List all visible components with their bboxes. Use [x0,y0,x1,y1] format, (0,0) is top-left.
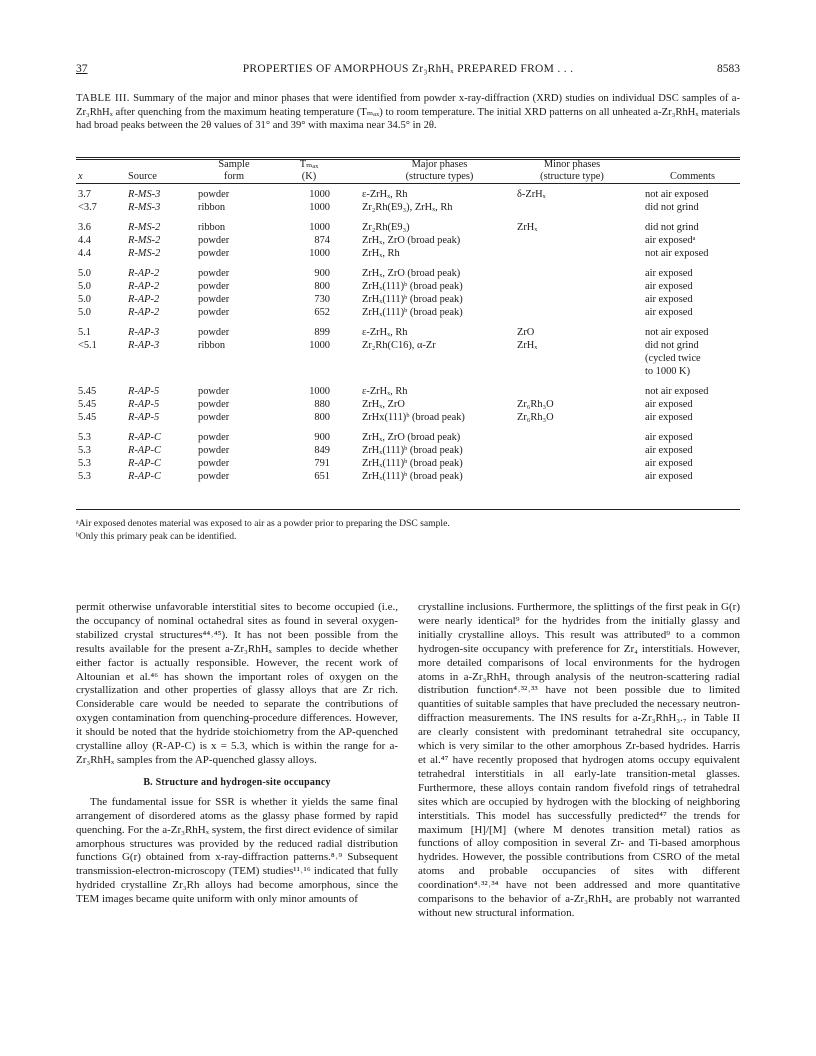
table-row [76,267,740,280]
cell-major: ZrHₓ(111)ᵇ (broad peak) [362,445,463,456]
cell-x: 5.45 [78,412,97,423]
header-major-top: Major phases [411,159,468,170]
cell-x: 4.4 [78,248,91,259]
cell-x: 5.45 [78,399,97,410]
cell-source: R-MS-2 [128,235,161,246]
cell-comments: to 1000 K) [645,366,691,377]
cell-minor: Zr₆Rh₃O [517,412,554,423]
table-header [76,159,740,184]
cell-source: R-AP-C [128,458,161,469]
cell-major: ZrHₓ, ZrO (broad peak) [362,432,461,443]
header-tmax-top: Tₘₐₓ [299,159,319,170]
cell-comments: (cycled twice [645,353,701,364]
cell-source: R-MS-2 [128,248,161,259]
header-x: x [78,171,83,182]
cell-x: 3.6 [78,222,91,233]
cell-minor: δ-ZrHₓ [517,189,546,200]
table-row [76,201,740,214]
cell-minor: ZrO [517,327,535,338]
header-tmax-bottom: (K) [301,171,317,182]
left-paragraph-1: permit otherwise unfavorable interstitial sites to become occupied (i.e., the occupancy of nominal octahedral sites as found in several oxygen-stabilized crystal structures⁴⁴˒⁴⁵). It has not been possible from the results available for the present a-Zr₃RhHₓ samples to decide whether either factor is actually responsible. However, the recent work of Altounian et al.⁴⁶ has shown the important roles of oxygen on the crystallization and other properties of glassy alloys that are Zr rich. Considerable care would be needed to separate the contributions of oxygen contamination from quenching-procedure differences. However, it should be noted that the hydride stoichiometry from the AP-quenched crystalline alloy (R-AP-C) is x = 5.3, which is within the range for a-Zr₃RhHₓ samples from the AP-quenched glassy alloys. [76,601,398,766]
cell-comments: air exposed [645,307,693,318]
cell-comments: air exposed [645,399,693,410]
cell-source: R-AP-C [128,432,161,443]
cell-source: R-AP-5 [128,412,160,423]
cell-form: powder [198,268,230,279]
cell-form: ribbon [198,202,226,213]
cell-major: ZrHₓ, ZrO [362,399,405,410]
cell-form: powder [198,281,230,292]
cell-minor: ZrHₓ [517,340,538,351]
table-row [76,293,740,306]
cell-minor [517,431,627,444]
footnote-b: ᵇOnly this primary peak can be identified. [76,531,237,542]
cell-minor [517,267,627,280]
cell-x: 5.3 [78,432,91,443]
table-row [76,411,740,424]
cell-form: powder [198,386,230,397]
cell-major [348,365,517,378]
cell-comments: air exposed [645,412,693,423]
cell-minor [517,457,627,470]
cell-comments: did not grind [645,222,699,233]
cell-form: powder [198,307,230,318]
group-spacer [76,424,740,431]
cell-x: <5.1 [78,340,97,351]
cell-major: ε-ZrHₓ, Rh [362,189,408,200]
cell-comments: air exposed [645,471,693,482]
page-header [76,63,740,79]
cell-source: R-AP-C [128,445,161,456]
phase-table [76,159,740,483]
cell-comments: air exposed [645,268,693,279]
table-body [76,184,740,484]
cell-comments: not air exposed [645,248,709,259]
cell-minor: ZrHₓ [517,222,538,233]
cell-minor [517,293,627,306]
cell-form: powder [198,189,230,200]
cell-form: powder [198,294,230,305]
table-row [76,247,740,260]
cell-x: 5.0 [78,268,91,279]
cell-tmax: 1000 [309,202,330,213]
cell-form: powder [198,432,230,443]
cell-major: ε-ZrHₓ, Rh [362,386,408,397]
cell-tmax: 1000 [309,222,330,233]
cell-minor [517,234,627,247]
cell-comments: air exposed [645,294,693,305]
header-comments: Comments [669,171,716,182]
group-spacer [76,214,740,221]
cell-x: 5.3 [78,458,91,469]
cell-tmax: 651 [314,471,330,482]
cell-minor [517,247,627,260]
cell-source: R-MS-3 [128,202,161,213]
footnote-a: ᵃAir exposed denotes material was exposed to air as a powder prior to preparing the DSC sample. [76,518,450,529]
cell-comments: not air exposed [645,386,709,397]
cell-comments: not air exposed [645,327,709,338]
left-paragraph-2: The fundamental issue for SSR is whether it yields the same final arrangement of disordered atoms as the glassy phase formed by rapid quenching. For the a-Zr₃RhHₓ system, the first direct evidence of similar amorphous structures was provided by the reduced radial distribution functions G(r) obtained from x-ray-diffraction patterns.⁸˒⁹ Subsequent transmission-electron-microscopy (TEM) studies¹¹˒¹⁶ indicated that fully hydrided crystalline Zr₃Rh alloys had become amorphous, since the TEM images became quite uniform with only minor amounts of [76,795,398,906]
header-form-bottom: form [223,171,245,182]
cell-tmax: 849 [314,445,330,456]
table-row [76,470,740,483]
cell-tmax: 900 [314,268,330,279]
cell-minor [517,385,627,398]
cell-major: Zr₂Rh(C16), α-Zr [362,340,436,351]
header-form-top: Sample [218,159,250,170]
cell-major: ZrHₓ, ZrO (broad peak) [362,235,461,246]
cell-x: 5.3 [78,471,91,482]
cell-x: 4.4 [78,235,91,246]
cell-tmax [270,365,348,378]
cell-comments: air exposed [645,445,693,456]
cell-major: ZrHₓ, ZrO (broad peak) [362,268,461,279]
cell-minor [517,365,627,378]
table-row [76,352,740,365]
cell-tmax: 1000 [309,386,330,397]
cell-x: 5.45 [78,386,97,397]
table-caption [76,92,740,133]
cell-x [76,352,128,365]
cell-major: ZrHₓ(111)ᵇ (broad peak) [362,458,463,469]
page-code: 8583 [717,63,740,75]
cell-form: powder [198,412,230,423]
cell-tmax: 1000 [309,248,330,259]
cell-tmax: 900 [314,432,330,443]
right-column [418,601,740,921]
table-row [76,280,740,293]
cell-x: 5.3 [78,445,91,456]
cell-tmax: 899 [314,327,330,338]
table-row [76,398,740,411]
cell-minor [517,201,627,214]
cell-source [128,365,198,378]
cell-source: R-AP-5 [128,386,160,397]
cell-tmax: 791 [314,458,330,469]
cell-major: ZrHₓ(111)ᵇ (broad peak) [362,471,463,482]
table-row [76,385,740,398]
header-source: Source [128,171,157,182]
table-row [76,365,740,378]
cell-source: R-AP-5 [128,399,160,410]
group-spacer [76,260,740,267]
cell-comments: air exposed [645,281,693,292]
table-row [76,188,740,201]
table-row [76,444,740,457]
cell-form: powder [198,399,230,410]
cell-minor [517,470,627,483]
cell-x: 5.0 [78,294,91,305]
cell-source: R-AP-2 [128,294,160,305]
cell-form: ribbon [198,222,226,233]
cell-major [348,352,517,365]
cell-tmax: 730 [314,294,330,305]
cell-source: R-AP-2 [128,307,160,318]
cell-major: ε-ZrHₓ, Rh [362,327,408,338]
cell-form: powder [198,235,230,246]
cell-comments: not air exposed [645,189,709,200]
right-paragraph: crystalline inclusions. Furthermore, the splittings of the first peak in G(r) were nearly identical⁹ for the hydrides from the initially glassy and initially crystalline alloys. This result was attributed⁹ to a common hydrogen-site occupancy with preference for Zr₄ interstitials. However, more detailed comparisons of local environments for the hydrogen atoms in a-Zr₃RhHₓ through analysis of the neutron-scattering radial distribution function⁴˒³²˒³³ have not been possible due to limited quantities of suitable samples that have precluded the necessary neutron-diffraction measurements. The INS results for a-Zr₃RhH₃.₇ in Table II are clearly consistent with predominant tetrahedral site occupancy, which is very similar to the other amorphous Zr-based hydrides. Harris et al.⁴⁷ have recently proposed that hydrogen atoms occupy equivalent tetrahedral interstitials in all early-late transition-metal glasses. Furthermore, these alloys contain random fivefold rings of tetrahedral sites which are occupied by hydrogen with the blocking of neighboring interstitials. This model has successfully predicted⁴⁷ the trends for maximum [H]/[M] (where M denotes transition metal) ratios as functions of alloy composition in several Zr- and Ti-based amorphous hydrides. However, the possible contributions from CSRO of the metal atoms and probable occupancies of sites with different coordination⁴˒³²˒³⁴ have not been addressed and more quantitative comparisons to the behavior of a-Zr₃RhHₓ are probably not warranted without new structural information. [418,601,740,919]
cell-x [76,365,128,378]
group-spacer [76,319,740,326]
table-top-rule [76,157,740,158]
left-column [76,601,398,907]
cell-x: 5.1 [78,327,91,338]
cell-source: R-AP-3 [128,327,160,338]
header-major-bottom: (structure types) [405,171,474,182]
cell-comments: did not grind [645,202,699,213]
table-caption-label: TABLE III. [76,93,130,104]
cell-form: ribbon [198,340,226,351]
header-minor-top: Minor phases [543,159,601,170]
cell-minor: Zr₆Rh₃O [517,399,554,410]
table-row [76,457,740,470]
running-title: PROPERTIES OF AMORPHOUS Zr₃RhHₓ PREPARED FROM . . . [242,63,574,75]
cell-major: ZrHₓ(111)ᵇ (broad peak) [362,294,463,305]
cell-source [128,352,198,365]
cell-major: Zr₂Rh(E9₃) [362,222,410,233]
table-caption-text: Summary of the major and minor phases that were identified from powder x-ray-diffraction (XRD) studies on individual DSC samples of a-Zr₃RhHₓ after quenching from the maximum heating temperature (Tₘₐₓ) to room temperature. The initial XRD patterns on all unheated a-Zr₃RhHₓ materials had broad peaks between the 2θ values of 31° and 39° with maxima near 34.5° in 2θ. [76,93,740,132]
cell-source: R-AP-2 [128,268,160,279]
cell-tmax: 800 [314,281,330,292]
cell-x: <3.7 [78,202,97,213]
cell-tmax: 800 [314,412,330,423]
table-row [76,221,740,234]
cell-source: R-AP-C [128,471,161,482]
cell-major: ZrHx(111)ᵇ (broad peak) [362,412,465,423]
cell-comments: did not grind [645,340,699,351]
cell-tmax: 880 [314,399,330,410]
cell-tmax: 1000 [309,340,330,351]
cell-tmax: 874 [314,235,330,246]
cell-minor [517,280,627,293]
cell-form [198,352,270,365]
table-row [76,306,740,319]
cell-source: R-AP-3 [128,340,160,351]
cell-form: powder [198,445,230,456]
cell-comments: air exposedᵃ [645,235,696,246]
cell-source: R-MS-2 [128,222,161,233]
cell-source: R-MS-3 [128,189,161,200]
cell-minor [517,444,627,457]
table-bottom-rule [76,509,740,510]
cell-x: 3.7 [78,189,91,200]
cell-comments: air exposed [645,458,693,469]
cell-major: ZrHₓ, Rh [362,248,400,259]
table-row [76,339,740,352]
table-row [76,431,740,444]
section-heading: B. Structure and hydrogen-site occupancy [143,776,331,788]
group-spacer [76,378,740,385]
cell-tmax: 1000 [309,189,330,200]
cell-source: R-AP-2 [128,281,160,292]
cell-form [198,365,270,378]
cell-form: powder [198,471,230,482]
cell-major: ZrHₓ(111)ᵇ (broad peak) [362,307,463,318]
header-minor-bottom: (structure type) [540,171,604,182]
table-row [76,234,740,247]
cell-x: 5.0 [78,307,91,318]
cell-minor [517,306,627,319]
table-row [76,326,740,339]
page-number: 37 [76,63,88,75]
cell-tmax [270,352,348,365]
cell-major: Zr₂Rh(E9₃), ZrHₓ, Rh [362,202,453,213]
cell-tmax: 652 [314,307,330,318]
cell-form: powder [198,458,230,469]
cell-form: powder [198,327,230,338]
cell-form: powder [198,248,230,259]
cell-comments: air exposed [645,432,693,443]
cell-minor [517,352,627,365]
cell-major: ZrHₓ(111)ᵇ (broad peak) [362,281,463,292]
cell-x: 5.0 [78,281,91,292]
